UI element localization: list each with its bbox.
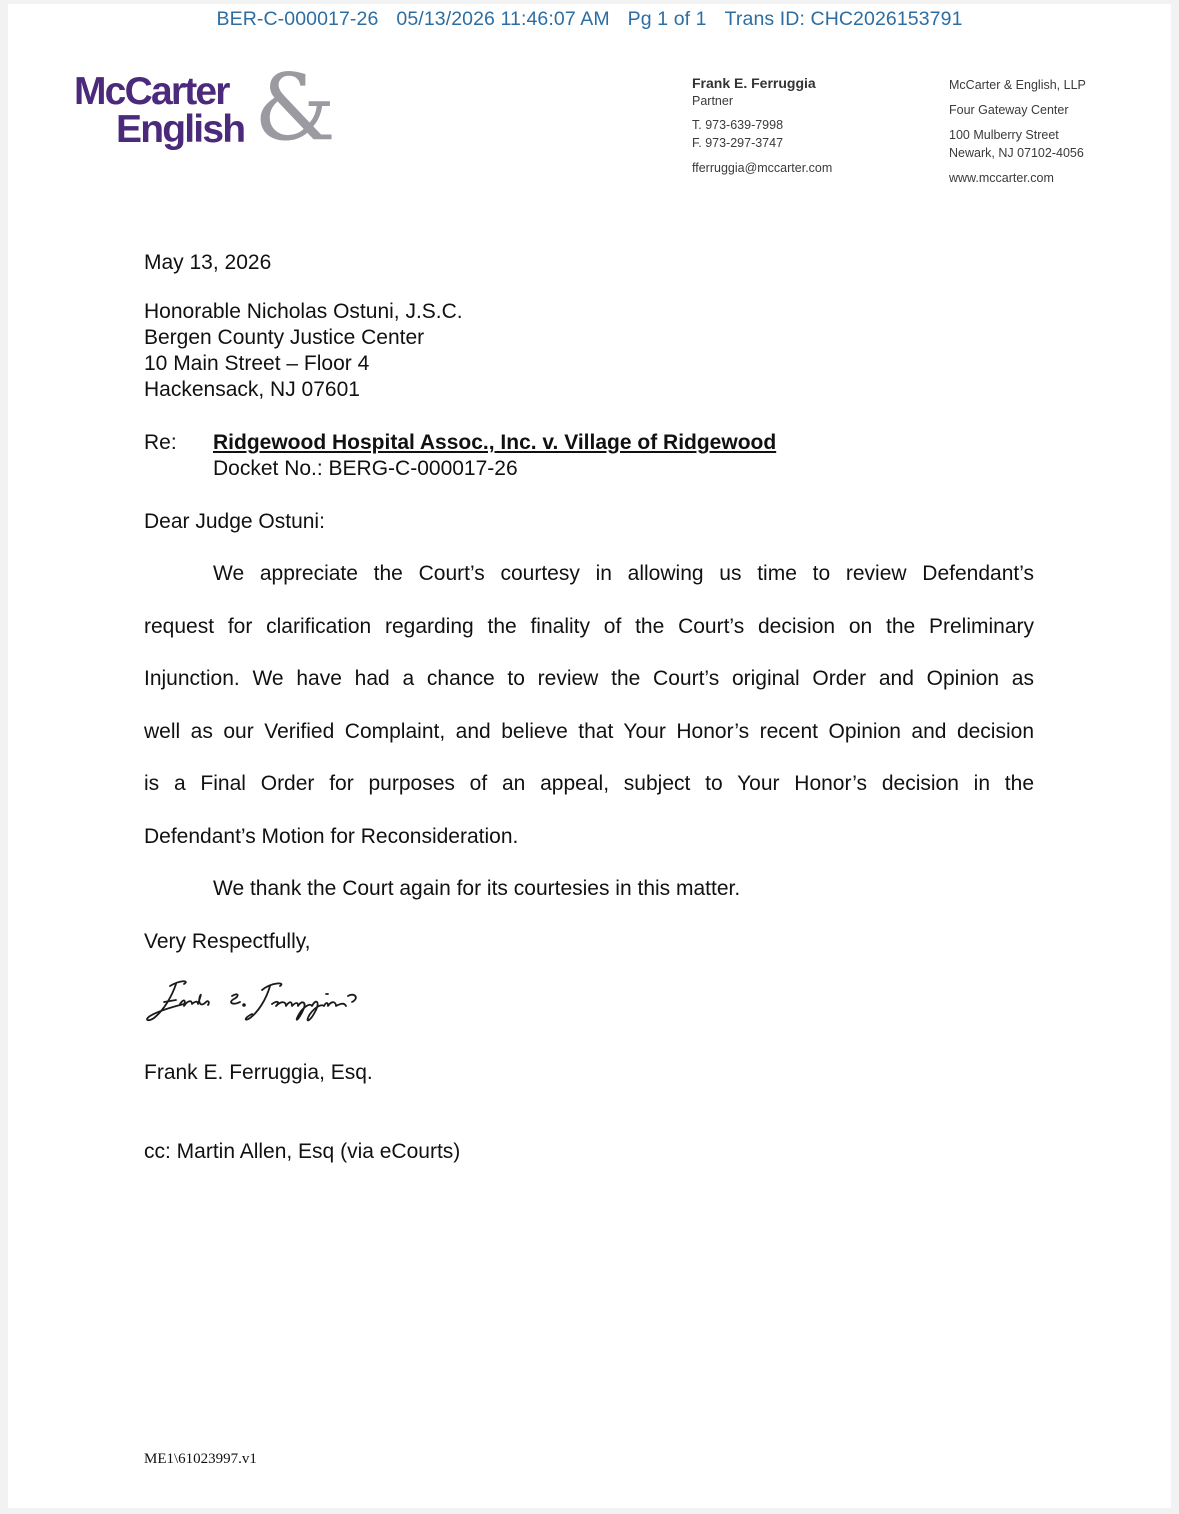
recipient-line: 10 Main Street – Floor 4 — [144, 352, 370, 375]
paragraph-two: We thank the Court again for its courtesies in this matter. — [213, 877, 741, 900]
filing-stamp — [0, 8, 1179, 31]
attorney-phone: T. 973-639-7998 — [692, 118, 784, 132]
firm-logo — [74, 54, 336, 161]
paragraph-line: request for clarification regarding the finality of the Court’s decision on the Preliminary — [144, 615, 1034, 638]
re-label: Re: — [144, 431, 177, 454]
salutation: Dear Judge Ostuni: — [144, 510, 325, 533]
signer-name: Frank E. Ferruggia, Esq. — [144, 1061, 373, 1084]
firm-address-line3: Newark, NJ 07102-4056 — [949, 146, 1084, 160]
firm-address-line1: Four Gateway Center — [949, 103, 1069, 117]
re-case-title: Ridgewood Hospital Assoc., Inc. v. Village of Ridgewood — [213, 431, 777, 454]
firm-address — [949, 76, 1086, 187]
attorney-contact — [692, 74, 832, 177]
recipient-line: Hackensack, NJ 07601 — [144, 378, 360, 401]
paragraph-line: Injunction. We have had a chance to review the Court’s original Order and Opinion as — [144, 667, 1034, 690]
attorney-name: Frank E. Ferruggia — [692, 75, 816, 91]
letter-page — [8, 4, 1171, 1508]
stamp-docket: BER-C-000017-26 — [216, 8, 379, 30]
attorney-fax: F. 973-297-3747 — [692, 136, 784, 150]
paragraph-line: well as our Verified Complaint, and believe that Your Honor’s recent Opinion and decision — [144, 720, 1034, 743]
attorney-email: fferruggia@mccarter.com — [692, 161, 833, 175]
firm-website: www.mccarter.com — [949, 171, 1054, 185]
letter-date: May 13, 2026 — [144, 251, 272, 274]
stamp-trans-id: Trans ID: CHC2026153791 — [724, 8, 963, 30]
paragraph-line: is a Final Order for purposes of an appeal, subject to Your Honor’s decision in the — [144, 772, 1034, 795]
logo-word-mccarter: McCarter — [74, 70, 229, 113]
logo-ampersand: & — [254, 54, 336, 161]
paragraph-line: We appreciate the Court’s courtesy in allowing us time to review Defendant’s — [213, 562, 1034, 585]
stamp-datetime: 05/13/2026 11:46:07 AM — [396, 8, 610, 30]
logo-word-english: English — [116, 108, 245, 151]
document-id: ME1\61023997.v1 — [144, 1451, 257, 1467]
closing: Very Respectfully, — [144, 930, 311, 953]
stamp-page: Pg 1 of 1 — [627, 8, 707, 30]
paragraph-line: Defendant’s Motion for Reconsideration. — [144, 825, 519, 848]
cc-line: cc: Martin Allen, Esq (via eCourts) — [144, 1140, 461, 1163]
recipient-line: Honorable Nicholas Ostuni, J.S.C. — [144, 300, 463, 323]
firm-address-line2: 100 Mulberry Street — [949, 128, 1059, 142]
signature-image — [140, 972, 375, 1028]
recipient-line: Bergen County Justice Center — [144, 326, 425, 349]
firm-name: McCarter & English, LLP — [949, 78, 1086, 92]
attorney-title: Partner — [692, 94, 733, 108]
re-docket: Docket No.: BERG-C-000017-26 — [213, 457, 518, 480]
